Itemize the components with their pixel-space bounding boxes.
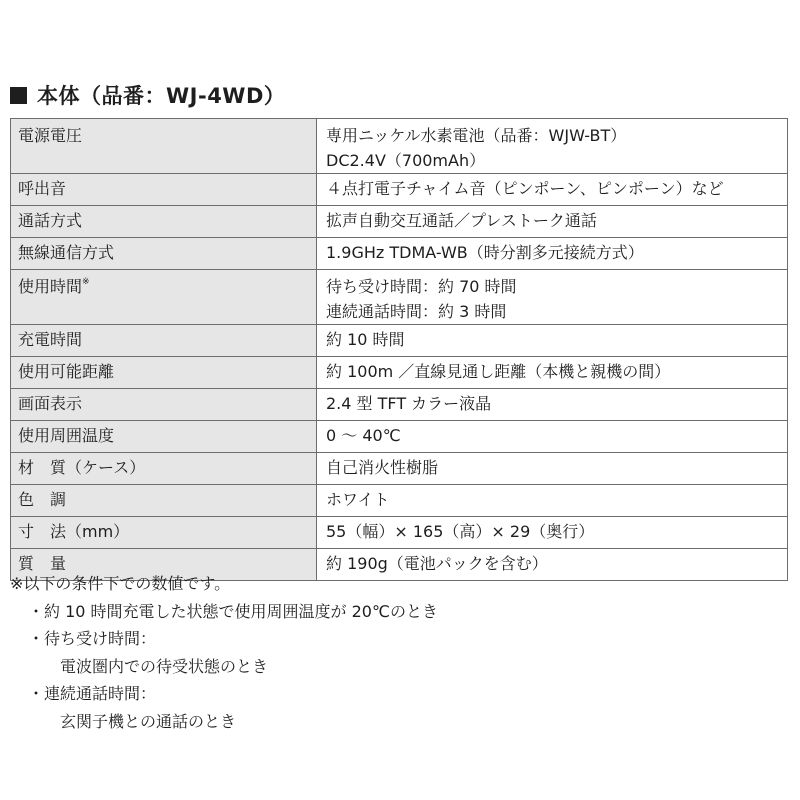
footnote-intro: ※以下の条件下での数値です。 [10,574,231,593]
footnote-item-detail: 玄関子機との通話のとき [60,711,237,731]
row-label: 無線通信方式 [11,238,317,270]
row-value: 約 100m ／直線見通し距離（本機と親機の間） [317,357,788,389]
row-label: 電源電圧 [11,119,317,174]
footnote-item: ・約 10 時間充電した状態で使用周囲温度が 20℃のとき [28,601,438,621]
row-label: 呼出音 [11,174,317,206]
row-label: 材 質（ケース） [11,453,317,485]
row-label: 質 量 [11,549,317,581]
row-label: 使用可能距離 [11,357,317,389]
row-value [317,119,788,174]
row-label: 充電時間 [11,325,317,357]
footnote-item: ・待ち受け時間： [28,629,157,648]
row-value: ４点打電子チャイム音（ピンポーン、ピンポーン）など [317,174,788,206]
row-value: 1.9GHz TDMA-WB（時分割多元接続方式） [317,238,788,270]
row-label: 寸 法（mm） [11,517,317,549]
row-value: 拡声自動交互通話／プレストーク通話 [317,206,788,238]
table-row [11,485,788,517]
row-value [317,270,788,325]
table-row [11,270,788,325]
table-row [11,517,788,549]
section-title-text: 本体（品番：WJ-4WD） [37,84,286,108]
footnotes [10,570,438,735]
table-row [11,421,788,453]
spec-table [10,118,788,581]
table-row [11,453,788,485]
table-row [11,238,788,270]
row-label: 色 調 [11,485,317,517]
row-value: 55（幅）× 165（高）× 29（奥行） [317,517,788,549]
table-row [11,174,788,206]
table-row [11,325,788,357]
footnote-item: ・連続通話時間： [28,684,157,703]
row-value-line: 待ち受け時間：約 70 時間 [326,277,517,296]
row-value: 約 10 時間 [317,325,788,357]
row-value-line: 連続通話時間：約 3 時間 [326,302,507,321]
row-value-line: DC2.4V（700mAh） [326,151,486,170]
row-label: 使用周囲温度 [11,421,317,453]
table-row [11,357,788,389]
table-row [11,206,788,238]
row-value: 2.4 型 TFT カラー液晶 [317,389,788,421]
footnote-item-detail: 電波圏内での待受状態のとき [60,656,269,676]
row-label [11,270,317,325]
row-value: 自己消火性樹脂 [317,453,788,485]
row-value: 0 ～ 40℃ [317,421,788,453]
row-label: 通話方式 [11,206,317,238]
row-value: ホワイト [317,485,788,517]
footnote-mark: ※ [82,277,90,287]
section-title [10,80,285,110]
table-row [11,119,788,174]
row-value-line: 専用ニッケル水素電池（品番：WJW-BT） [326,126,627,145]
square-bullet-icon [10,87,27,104]
row-label: 画面表示 [11,389,317,421]
row-value: 約 190g（電池パックを含む） [317,549,788,581]
row-label-text: 使用時間 [18,277,83,296]
table-row [11,389,788,421]
